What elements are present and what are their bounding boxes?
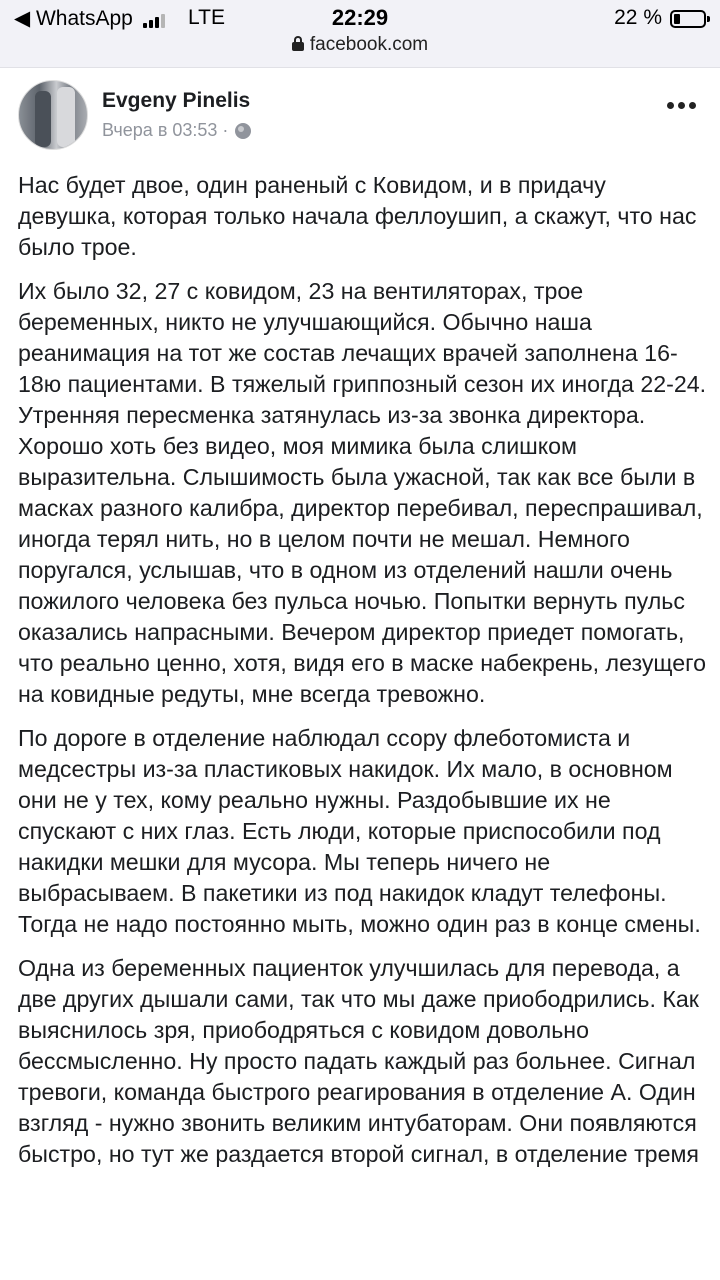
more-options-button[interactable] — [667, 102, 696, 109]
avatar[interactable] — [18, 80, 88, 150]
battery-percent: 22 % — [614, 6, 662, 29]
network-type: LTE — [188, 6, 225, 29]
dot-icon — [689, 102, 696, 109]
post-text — [18, 170, 708, 1183]
post-paragraph: Их было 32, 27 с ковидом, 23 на вентиляторах, трое беременных, никто не улучшающийся. Обычно наша реанимация на тот же состав лечащих врачей заполнена 16-18ю пациентами. В тяжелый гриппозный сезон их иногда 22-24. Утренняя пересменка затянулась из-за звонка директора. Хорошо хоть без видео, моя мимика была слишком выразительна. Слышимость была ужасной, так как все были в масках разного калибра, директор перебивал, переспрашивал, иногда терял нить, но в целом почти не мешал. Немного поругался, услышав, что в одном из отделений нашли очень пожилого человека без пульса ночью. Попытки вернуть пульс оказались напрасными. Вечером директор приедет помогать, что реально ценно, хотя, видя его в маске набекрень, лезущего на ковидные редуты, мне всегда тревожно. — [18, 278, 707, 707]
dot-icon — [667, 102, 674, 109]
address-bar[interactable] — [0, 34, 720, 56]
author-name[interactable]: Evgeny Pinelis — [102, 89, 251, 112]
browser-top-bar — [0, 0, 720, 68]
post-paragraph: Нас будет двое, один раненый с Ковидом, и в придачу девушка, которая только начала феллоушип, а скажут, что нас было трое. — [18, 172, 697, 260]
post-paragraph: По дороге в отделение наблюдал ссору флеботомиста и медсестры из-за пластиковых накидок. Их мало, в основном они не у тех, кому реально нужны. Раздобывшие их не спускают с них глаз. Есть люди, которые приспособили под накидки мешки для мусора. Мы теперь ничего не выбрасываем. В пакетики из под накидок кладут телефоны. Тогда не надо постоянно мыть, можно один раз в конце смены. — [18, 725, 701, 937]
post-header — [0, 72, 720, 156]
globe-icon — [235, 123, 251, 139]
lock-icon — [292, 36, 304, 51]
battery-icon — [670, 10, 706, 28]
status-bar — [0, 4, 720, 34]
post-timestamp[interactable]: Вчера в 03:53 · — [102, 120, 229, 140]
back-to-app-link[interactable]: ◀ WhatsApp — [14, 7, 133, 30]
post-meta — [102, 120, 251, 141]
dot-icon — [678, 102, 685, 109]
post-paragraph: Одна из беременных пациенток улучшилась для перевода, а две других дышали сами, так что мы даже приободрились. Как выяснилось зря, приободряться с ковидом довольно бессмысленно. Ну просто падать каждый раз больнее. Сигнал тревоги, команда быстрого реагирования в отделение А. Один взгляд - нужно звонить великим интубаторам. Они появляются быстро, но тут же раздается второй сигнал, в отделение тремя — [18, 955, 699, 1167]
url-text: facebook.com — [309, 34, 429, 55]
clock: 22:29 — [331, 5, 389, 30]
